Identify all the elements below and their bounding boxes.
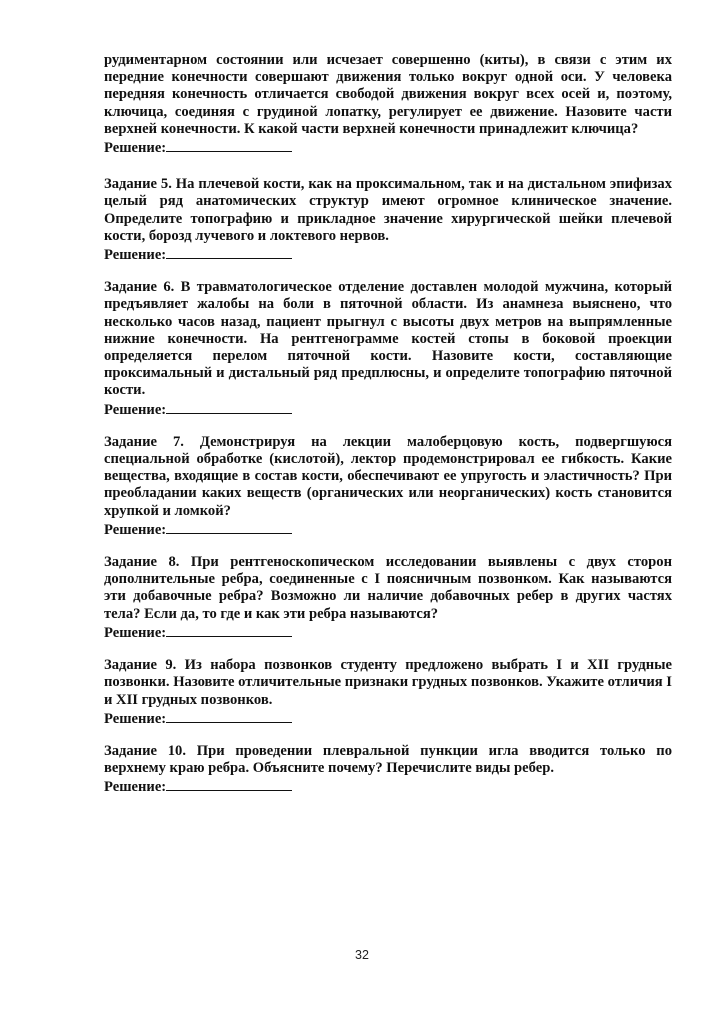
task-text: Задание 5. На плечевой кости, как на проксимальном, так и на дистальном эпифизах целый ряд анатомических структур имеют огромное клиническое значение. Определите топографию и прикладное значение хирургической шейки плечевой кости, борозд лучевого и локтевого нервов.: [104, 176, 672, 244]
task-text: Задание 7. Демонстрируя на лекции малоберцовую кость, подвергшуюся специальной обработке (кислотой), лектор продемонстрировал ее гибкость. Какие вещества, входящие в состав кости, обеспечивают ее упругость и эластичность? При преобладании каких веществ (органических или неорганических) кость становится хрупкой и ломкой?: [104, 433, 672, 519]
answer-line: [104, 777, 672, 796]
answer-blank: [166, 709, 292, 723]
answer-label: Решение:: [104, 779, 167, 796]
task-text: Задание 6. В травматологическое отделение доставлен молодой мужчина, который предъявляет жалобы на боли в пяточной области. Из анамнеза выяснено, что несколько часов назад, пациент прыгнул с высоты двух метров на выпрямленные нижние конечности. На рентгенограмме костей стопы в боковой проекции определяется перелом пяточной кости. Назовите кости, составляющие проксимальный и дистальный ряд предплюсны, и определите топографию пяточной кости.: [104, 279, 672, 399]
task-text: Задание 10. При проведении плевральной пункции игла вводится только по верхнему краю ребра. Объясните почему? Перечислите виды ребер.: [104, 742, 672, 777]
task-7-block: [104, 434, 672, 539]
answer-label: Решение:: [104, 140, 167, 157]
answer-line: [104, 520, 672, 539]
answer-label: Решение:: [104, 624, 167, 641]
answer-line: [104, 245, 672, 264]
answer-line: [104, 138, 672, 157]
task-5-block: [104, 176, 672, 264]
task-6-block: [104, 279, 672, 419]
page-number: 32: [355, 948, 369, 962]
page-body: [104, 52, 672, 812]
intro-block: [104, 52, 672, 157]
answer-label: Решение:: [104, 401, 167, 418]
answer-line: [104, 709, 672, 728]
answer-blank: [166, 520, 292, 534]
task-text: Задание 8. При рентгеноскопическом исследовании выявлены с двух сторон дополнительные ребра, соединенные с I поясничным позвонком. Как называются эти добавочные ребра? Возможно ли наличие добавочных ребер в других частях тела? Если да, то где и как эти ребра называются?: [104, 554, 672, 622]
task-9-block: [104, 657, 672, 728]
answer-blank: [166, 138, 292, 152]
answer-label: Решение:: [104, 710, 167, 727]
answer-blank: [166, 777, 292, 791]
answer-line: [104, 400, 672, 419]
answer-label: Решение:: [104, 247, 167, 264]
answer-blank: [166, 245, 292, 259]
answer-label: Решение:: [104, 521, 167, 538]
intro-text: рудиментарном состоянии или исчезает совершенно (киты), в связи с этим их передние конечности совершают движения только вокруг одной оси. У человека передняя конечность отличается свободой движения вокруг всех осей и, поэтому, ключица, соединяя с грудиной лопатку, регулирует ее движение. Назовите части верхней конечности. К какой части верхней конечности принадлежит ключица?: [104, 52, 672, 137]
task-10-block: [104, 743, 672, 797]
task-text: Задание 9. Из набора позвонков студенту предложено выбрать I и XII грудные позвонки. Назовите отличительные признаки грудных позвонков. Укажите отличия I и XII грудных позвонков.: [104, 657, 672, 708]
answer-blank: [166, 623, 292, 637]
answer-blank: [166, 400, 292, 414]
answer-line: [104, 623, 672, 642]
task-8-block: [104, 554, 672, 642]
